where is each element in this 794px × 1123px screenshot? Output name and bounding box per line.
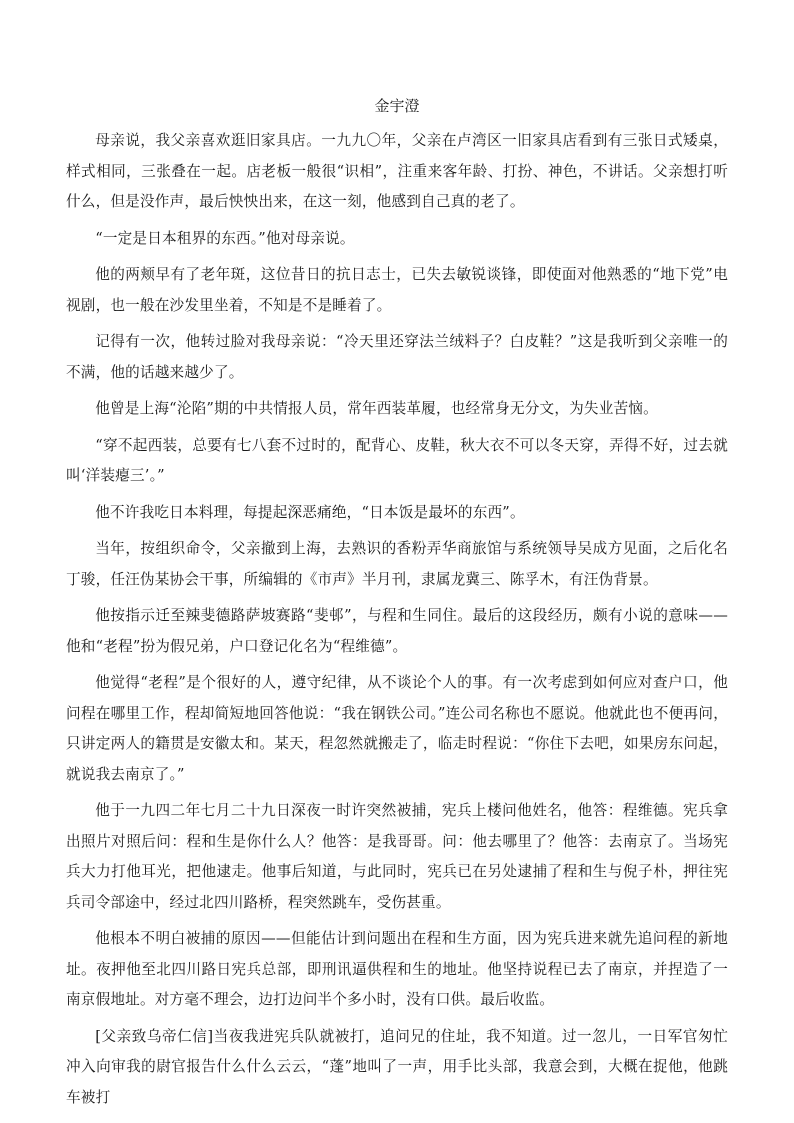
paragraph-13: [父亲致乌帝仁信]当夜我进宪兵队就被打，追问兄的住址，我不知道。过一忽儿，一日军官匆忙冲入向审我的尉官报告什么什么云云，“蓬”地叫了一声，用手比头部，我意会到，大概在捉他，他跳车被打 (66, 1027, 728, 1106)
paragraph-5: 他曾是上海“沦陷”期的中共情报人员，常年西装革履，也经常身无分文，为失业苦恼。 (95, 400, 658, 417)
paragraph-4: 记得有一次，他转过脸对我母亲说：“冷天里还穿法兰绒料子？白皮鞋？”这是我听到父亲唯一的不满，他的话越来越少了。 (66, 333, 728, 381)
paragraph-11: 他于一九四二年七月二十九日深夜一时许突然被捕，宪兵上楼问他姓名，他答：程维德。宪兵拿出照片对照后问：程和生是你什么人？他答：是我哥哥。问：他去哪里了？他答：去南京了。当场宪兵大力打他耳光，把他逮走。他事后知道，与此同时，宪兵已在另处逮捕了程和生与倪子朴，押往宪兵司令部途中，经过北四川路桥，程突然跳车，受伤甚重。 (66, 802, 728, 911)
paragraph-9: 他按指示迁至辣斐德路萨坡赛路“斐邨”，与程和生同住。最后的这段经历，颇有小说的意味——他和“老程”扮为假兄弟，户口登记化名为“程维德”。 (66, 607, 728, 655)
paragraph-8: 当年，按组织命令，父亲撤到上海，去熟识的香粉弄华商旅馆与系统领导吴成方见面，之后化名丁骏，任汪伪某协会干事，所编辑的《市声》半月刊，隶属龙冀三、陈孚木，有汪伪背景。 (66, 540, 728, 588)
paragraph-2: “一定是日本租界的东西。”他对母亲说。 (95, 229, 355, 247)
paragraph-10: 他觉得“老程”是个很好的人，遵守纪律，从不谈论个人的事。有一次考虑到如何应对查户口，他问程在哪里工作，程却简短地回答他说：“我在钢铁公司。”连公司名称也不愿说。他就此也不便再问，只讲定两人的籍贯是安徽太和。某天，程忽然就搬走了，临走时程说：“你住下去吧，如果房东问起，就说我去南京了。” (66, 674, 728, 783)
paragraph-1: 母亲说，我父亲喜欢逛旧家具店。一九九〇年，父亲在卢湾区一旧家具店看到有三张日式矮桌，样式相同，三张叠在一起。店老板一般很“识相”，注重来客年龄、打扮、神色，不讲话。父亲想打听什么，但是没作声，最后怏怏出来，在这一刻，他感到自己真的老了。 (66, 132, 728, 210)
paragraph-3: 他的两颊早有了老年斑，这位昔日的抗日志士，已失去敏锐谈锋，即使面对他熟悉的“地下党”电视剧，也一般在沙发里坐着，不知是不是睡着了。 (66, 266, 728, 314)
author-title: 金宇澄 (374, 97, 420, 115)
paragraph-7: 他不许我吃日本料理，每提起深恶痛绝，“日本饭是最坏的东西”。 (95, 503, 525, 521)
paragraph-12: 他根本不明白被捕的原因——但能估计到问题出在程和生方面，因为宪兵进来就先追问程的新地址。夜押他至北四川路日宪兵总部，即刑讯逼供程和生的地址。他坚持说程已去了南京，并捏造了一南京假地址。对方毫不理会，边打边问半个多小时，没有口供。最后收监。 (66, 930, 728, 1008)
paragraph-6: “穿不起西装，总要有七八套不过时的，配背心、皮鞋，秋大衣不可以冬天穿，弄得不好，过去就叫‘洋装瘪三’。” (66, 436, 728, 484)
